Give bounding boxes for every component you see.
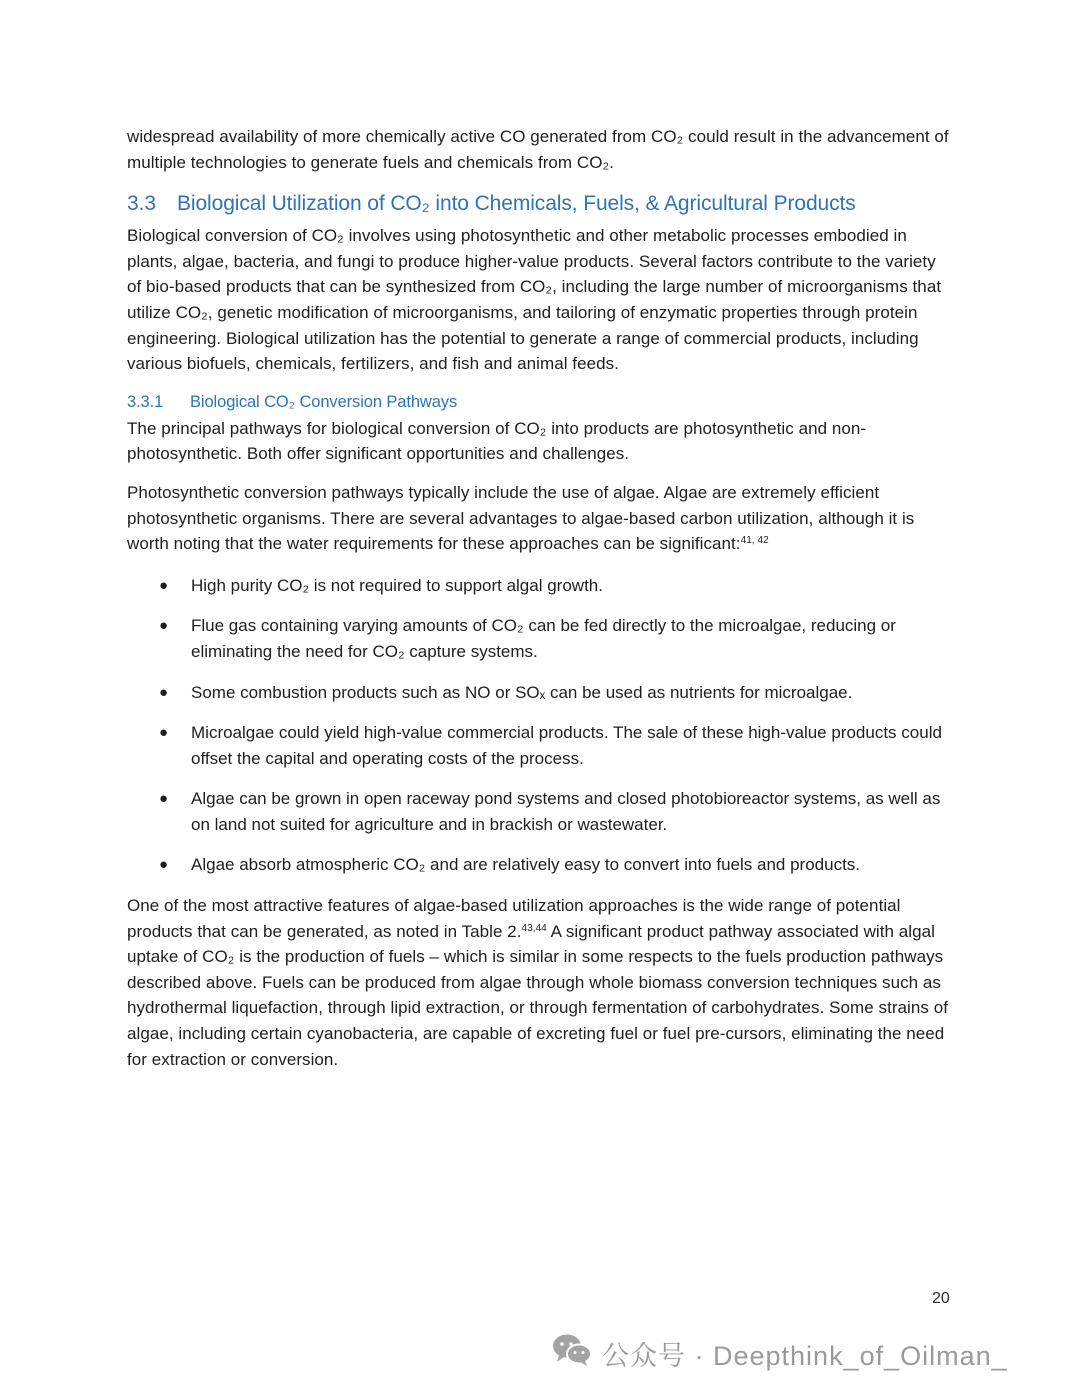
bullet-icon: ● bbox=[159, 790, 169, 808]
list-item bbox=[127, 573, 949, 599]
list-item-text: Some combustion products such as NO or SOₓ can be used as nutrients for microalgae. bbox=[191, 682, 853, 702]
section-number: 3.3 bbox=[127, 192, 156, 216]
watermark-text: 公众号 · Deepthink_of_Oilman_ bbox=[602, 1340, 1008, 1371]
subsection-heading bbox=[127, 390, 949, 414]
paragraph-3-text-a: One of the most attractive features of algae-based utilization approaches is the wide range of potential products that can be generated, as noted in Table 2. bbox=[127, 896, 901, 941]
section-paragraph: Biological conversion of CO₂ involves using photosynthetic and other metabolic processes embodied in plants, algae, bacteria, and fungi to produce higher-value products. Several factors contribute to the variety of bio-based products that can be synthesized from CO₂, including the large number of microorganisms that utilize CO₂, genetic modification of microorganisms, and tailoring of enzymatic properties through protein engineering. Biological utilization has the potential to generate a range of commercial products, including various biofuels, chemicals, fertilizers, and fish and animal feeds. bbox=[127, 226, 942, 374]
subsection-paragraph-3 bbox=[127, 893, 949, 1072]
footnote-ref-43-44: 43,44 bbox=[521, 922, 547, 934]
list-item bbox=[127, 613, 949, 664]
bullet-icon: ● bbox=[159, 576, 169, 594]
subsection-paragraph-2 bbox=[127, 480, 949, 557]
list-item bbox=[127, 720, 949, 771]
wechat-icon bbox=[552, 1333, 592, 1374]
intro-paragraph: widespread availability of more chemically active CO generated from CO₂ could result in the advancement of multiple technologies to generate fuels and chemicals from CO₂. bbox=[127, 127, 949, 172]
paragraph-3-text-b: A significant product pathway associated with algal uptake of CO₂ is the production of fuels – which is similar in some respects to the fuels production pathways described above. Fuels can be produced from algae through whole biomass conversion techniques such as hydrothermal liquefaction, through lipid extraction, or through fermentation of carbohydrates. Some strains of algae, including certain cyanobacteria, are capable of excreting fuel or fuel pre-cursors, eliminating the need for extraction or conversion. bbox=[127, 921, 948, 1069]
list-item bbox=[127, 852, 949, 878]
paragraph-2-text: Photosynthetic conversion pathways typically include the use of algae. Algae are extremely efficient photosynthetic organisms. There are several advantages to algae-based carbon utilization, although it is worth noting that the water requirements for these approaches can be significant: bbox=[127, 482, 915, 554]
page-number: 20 bbox=[932, 1290, 950, 1307]
bullet-icon: ● bbox=[159, 683, 169, 701]
list-item-text: Algae can be grown in open raceway pond systems and closed photobioreactor systems, as well as on land not suited for agriculture and in brackish or wastewater. bbox=[191, 789, 941, 834]
list-item-text: High purity CO₂ is not required to support algal growth. bbox=[191, 575, 603, 595]
list-item bbox=[127, 680, 949, 706]
list-item-text: Flue gas containing varying amounts of CO₂ can be fed directly to the microalgae, reducing or eliminating the need for CO₂ capture systems. bbox=[191, 616, 896, 661]
footnote-ref-41-42: 41, 42 bbox=[740, 535, 769, 547]
bullet-icon: ● bbox=[159, 617, 169, 635]
list-item-text: Algae absorb atmospheric CO₂ and are relatively easy to convert into fuels and products. bbox=[191, 855, 861, 875]
list-item bbox=[127, 786, 949, 837]
section-title: Biological Utilization of CO₂ into Chemicals, Fuels, & Agricultural Products bbox=[177, 192, 856, 216]
section-heading bbox=[127, 189, 949, 219]
bullet-icon: ● bbox=[159, 856, 169, 874]
advantages-list bbox=[127, 573, 949, 878]
subsection-paragraph-1: The principal pathways for biological conversion of CO₂ into products are photosynthetic and non-photosynthetic. Both offer significant opportunities and challenges. bbox=[127, 418, 867, 464]
bullet-icon: ● bbox=[159, 724, 169, 742]
subsection-number: 3.3.1 bbox=[127, 392, 164, 411]
watermark bbox=[552, 1333, 1008, 1373]
subsection-title: Biological CO₂ Conversion Pathways bbox=[190, 392, 458, 411]
document-page bbox=[127, 124, 949, 1072]
list-item-text: Microalgae could yield high-value commercial products. The sale of these high-value products could offset the capital and operating costs of the process. bbox=[191, 723, 942, 768]
